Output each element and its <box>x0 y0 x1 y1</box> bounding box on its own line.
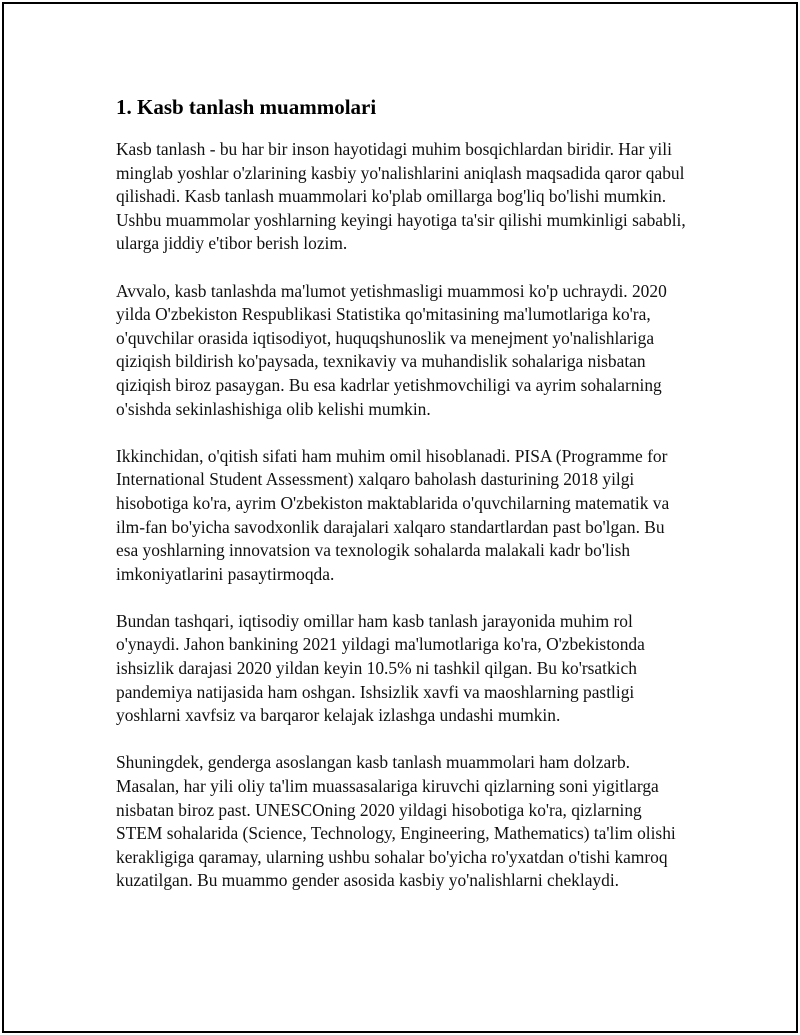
paragraph-economic-factors: Bundan tashqari, iqtisodiy omillar ham kasb tanlash jarayonida muhim rol o'ynaydi. Jahon bankining 2021 yildagi ma'lumotlariga ko'ra, O'zbekistonda ishsizlik darajasi 2020 yildan keyin 10.5% ni tashkil qilgan. Bu ko'rsatkich pandemiya natijasida ham oshgan. Ishsizlik xavfi va maoshlarning pastligi yoshlarni xavfsiz va barqaror kelajak izlashga undashi mumkin. <box>116 610 645 726</box>
paragraph-education-quality: Ikkinchidan, o'qitish sifati ham muhim omil hisoblanadi. PISA (Programme for International Student Assessment) xalqaro baholash dasturining 2018 yilgi hisobotiga ko'ra, ayrim O'zbekiston maktablarida o'quvchilarning matematik va ilm-fan bo'yicha savodxonlik darajalari xalqaro standartlardan past bo'lgan. Bu esa yoshlarning innovatsion va texnologik sohalarda malakali kadr bo'lish imkoniyatlarini pasaytirmoqda. <box>116 445 670 584</box>
paragraph-gender-issues: Shuningdek, genderga asoslangan kasb tanlash muammolari ham dolzarb. Masalan, har yili oliy ta'lim muassasalariga kiruvchi qizlarning soni yigitlarga nisbatan biroz past. UNESCOning 2020 yildagi hisobotiga ko'ra, qizlarning STEM sohalarida (Science, Technology, Engineering, Mathematics) ta'lim olishi kerakligiga qaramay, ularning ushbu sohalar bo'yicha ro'yxatdan o'tishi kamroq kuzatilgan. Bu muammo gender asosida kasbiy yo'nalishlarni cheklaydi. <box>116 752 676 891</box>
document-body <box>116 88 688 917</box>
paragraph-information-shortage: Avvalo, kasb tanlashda ma'lumot yetishmasligi muammosi ko'p uchraydi. 2020 yilda O'zbekiston Respublikasi Statistika qo'mitasining ma'lumotlariga ko'ra, o'quvchilar orasida iqtisodiyot, huquqshunoslik va menejment yo'nalishlariga qiziqish bildirish ko'paysada, texnikaviy va muhandislik sohalariga nisbatan qiziqish biroz pasaygan. Bu esa kadrlar yetishmovchiligi va ayrim sohalarning o'sishda sekinlashishiga olib kelishi mumkin. <box>116 280 667 419</box>
section-heading: 1. Kasb tanlash muammolari <box>116 95 377 119</box>
paragraph-intro: Kasb tanlash - bu har bir inson hayotidagi muhim bosqichlardan biridir. Har yili minglab yoshlar o'zlarining kasbiy yo'nalishlarini aniqlash maqsadida qaror qabul qilishadi. Kasb tanlash muammolari ko'plab omillarga bog'liq bo'lishi mumkin. Ushbu muammolar yoshlarning keyingi hayotiga ta'sir qilishi mumkinligi sababli, ularga jiddiy e'tibor berish lozim. <box>116 139 686 254</box>
